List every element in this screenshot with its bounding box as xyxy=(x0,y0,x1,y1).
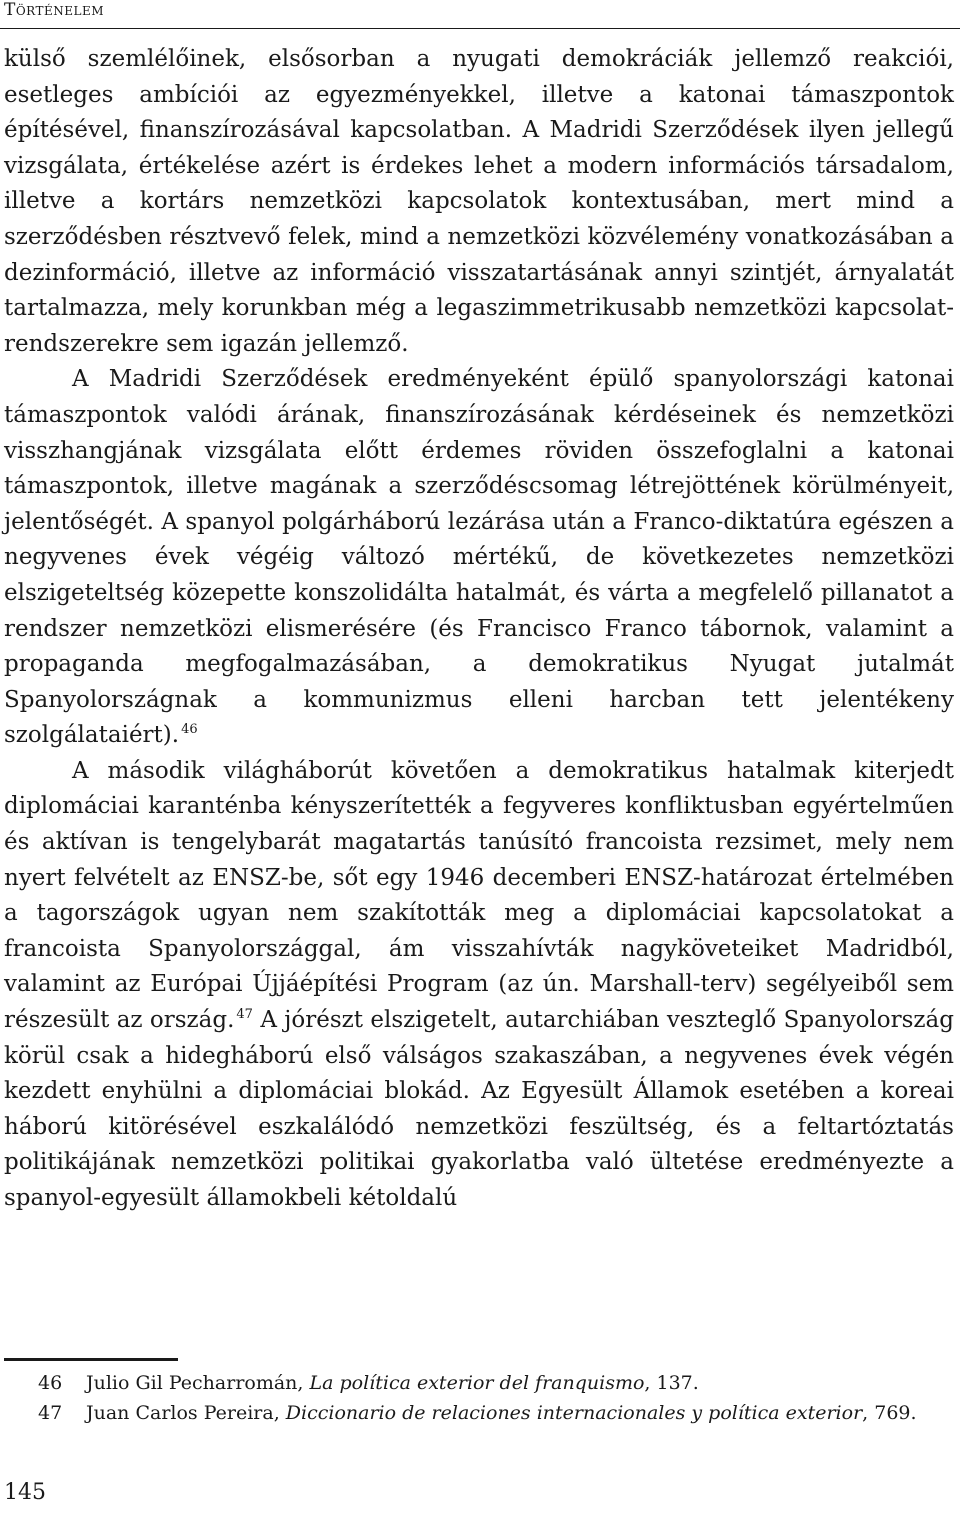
section-title: Történelem xyxy=(4,0,105,20)
footnote-title: Diccionario de relaciones internacionales y política exterior xyxy=(285,1402,863,1424)
footnote-rest: , 137. xyxy=(644,1372,699,1394)
footnote-46 xyxy=(38,1368,918,1398)
main-text xyxy=(4,42,954,1217)
paragraph-3: A második világháborút követően a demokratikus hatalmak kiterjedt diplomáciai karanténba kényszerítették a fegyveres konfliktusban egyértelműen és aktívan is tengelybarát magatartás tanúsító francoista rezsimet, mely nem nyert felvételt az ENSZ-be, sőt egy 1946 decemberi ENSZ-határozat értelmében a tagországok ugyan nem szakították meg a diplomáciai kapcsolatokat a francoista Spanyolországgal, ám visszahívták nagyköveteiket Madridból, valamint az Európai Újjáépítési Program (az ún. Marshall-terv) segélyeiből sem részesült az ország. $^{47}$ A jórészt elszigetelt, autarchiában veszteglő Spanyolország körül csak a hidegháború első válságos szakaszában, a negyvenes évek végén kezdett enyhülni a diplomáciai blokád. Az Egyesült Államok esetében a koreai háború kitörésével eszkalálódó nemzetközi feszültség, és a feltartóztatás politikájának nemzetközi politikai gyakorlatba való ültetése eredményezte a spanyol-egyesült államokbeli kétoldalú xyxy=(4,757,954,1211)
header-rule xyxy=(0,28,960,29)
footnote-ref-46[interactable]: 46 xyxy=(181,722,198,738)
footnote-rest: , 769. xyxy=(862,1402,917,1424)
footnotes xyxy=(38,1368,918,1428)
paragraph-1: külső szemlélőinek, elsősorban a nyugati demokráciák jellemző reakciói, esetleges ambíciói az egyezményekkel, illetve a katonai támaszpontok építésével, finanszírozásával kapcsolatban. A Madridi Szerződések ilyen jellegű vizsgálata, értékelése azért is érdekes lehet a modern információs társadalom, illetve a kortárs nemzetközi kapcsolatok kontextusában, mert mind a szerződésben résztvevő felek, mind a nemzetközi közvélemény vonatkozásában a dezinformáció, illetve az információ visszatartásának annyi szintjét, árnyalatát tartalmazza, mely korunkban még a legaszimmetrikusabb nemzetközi kapcsolatrendszerekre sem igazán jellemző. xyxy=(4,46,954,357)
footnote-author: Julio Gil Pecharromán, xyxy=(86,1372,304,1394)
footnote-number: 46 xyxy=(38,1372,63,1394)
page-number: 145 xyxy=(4,1480,46,1505)
running-header xyxy=(4,0,104,20)
footnote-ref-47[interactable]: 47 xyxy=(236,1007,253,1023)
footnote-separator xyxy=(4,1358,178,1361)
footnote-title: La política exterior del franquismo xyxy=(309,1372,645,1394)
footnote-author: Juan Carlos Pereira, xyxy=(86,1402,280,1424)
footnote-47 xyxy=(38,1398,918,1428)
footnote-number: 47 xyxy=(38,1402,63,1424)
paragraph-2: A Madridi Szerződések eredményeként épülő spanyolországi katonai támaszpontok valódi árának, finanszírozásának kérdéseinek és nemzetközi visszhangjának vizsgálata előtt érdemes röviden összefoglalni a katonai támaszpontok, illetve magának a szerződéscsomag létrejöttének körülményeit, jelentőségét. A spanyol polgárháború lezárása után a Franco-diktatúra egészen a negyvenes évek végéig változó mértékű, de következetes nemzetközi elszigeteltség közepette konszolidálta hatalmát, és várta a megfelelő pillanatot a rendszer nemzetközi elismerésére (és Francisco Franco tábornok, valamint a propaganda megfogalmazásában, a demokratikus Nyugat jutalmát Spanyolországnak a kommunizmus elleni harcban tett jelentékeny szolgálataiért). $^{46}$ xyxy=(4,366,954,749)
